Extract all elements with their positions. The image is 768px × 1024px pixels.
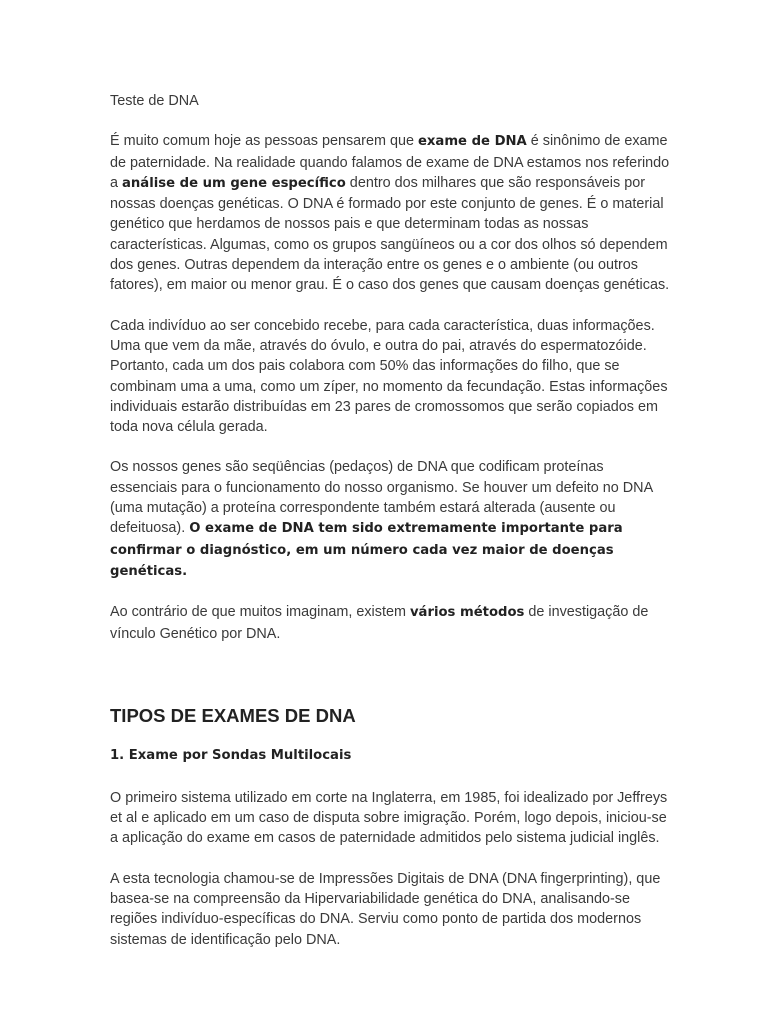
paragraph-history: O primeiro sistema utilizado em corte na Inglaterra, em 1985, foi idealizado por Jeffreys et al e aplicado em um caso de disputa sobre imigração. Porém, logo depois, iniciou-se a aplicação do exame em casos de paternidade admitidos pelo sistema judicial inglês.: [110, 789, 668, 847]
subsection-heading: 1. Exame por Sondas Multilocais: [110, 747, 352, 763]
paragraph-fingerprinting: A esta tecnologia chamou-se de Impressões Digitais de DNA (DNA fingerprinting), que basea-se na compreensão da Hipervariabilidade genética do DNA, analisando-se regiões indivíduo-específicas do DNA. Serviu como ponto de partida dos modernos sistemas de identificação pelo DNA.: [110, 870, 661, 948]
paragraph-intro: [110, 131, 670, 295]
bold-text: exame de DNA: [417, 134, 527, 150]
text-run: Os nossos genes são seqüências (pedaços) de DNA que codificam proteínas essenciais para o funcionamento do nosso organismo. Se houver um defeito no DNA (uma mutação) a proteína correspondente também estará alterada (ausente ou defeituosa).: [110, 459, 653, 537]
text-run: Ao contrário de que muitos imaginam, existem: [110, 604, 410, 621]
document-page: [110, 91, 670, 970]
paragraph-methods: [110, 602, 670, 644]
section-heading: TIPOS DE EXAMES DE DNA: [110, 704, 356, 726]
text-run: de investigação de vínculo Genético por DNA.: [110, 604, 649, 642]
document-title: Teste de DNA: [110, 93, 199, 109]
paragraph-inheritance: Cada indivíduo ao ser concebido recebe, para cada característica, duas informações. Uma que vem da mãe, através do óvulo, e outra do pai, através do espermatozóide. Portanto, cada um dos pais colabora com 50% das informações do filho, que se combinam uma a uma, como um zíper, no momento da fecundação. Estas informações individuais estarão distribuídas em 23 pares de cromossomos que serão copiados em toda nova célula gerada.: [110, 317, 668, 436]
bold-text: vários métodos: [409, 605, 525, 621]
text-run: dentro dos milhares que são responsáveis por nossas doenças genéticas. O DNA é formado por este conjunto de genes. É o material genético que herdamos de nossos pais e que determinam todas as nossas características. Algumas, como os grupos sangüíneos ou a cor dos olhos só dependem dos genes. Outras dependem da interação entre os genes e o ambiente (ou outros fatores), em maior ou menor grau. É o caso dos genes que causam doenças genéticas.: [110, 174, 670, 294]
bold-text: análise de um gene específico: [122, 175, 346, 191]
text-run: É muito comum hoje as pessoas pensarem que: [110, 133, 418, 150]
bold-text: O exame de DNA tem sido extremamente importante para confirmar o diagnóstico, em um número cada vez maior de doenças genéticas.: [110, 521, 623, 579]
paragraph-genes: [110, 457, 670, 582]
text-run: é sinônimo de exame de paternidade. Na realidade quando falamos de exame de DNA estamos nos referindo a: [110, 133, 670, 191]
